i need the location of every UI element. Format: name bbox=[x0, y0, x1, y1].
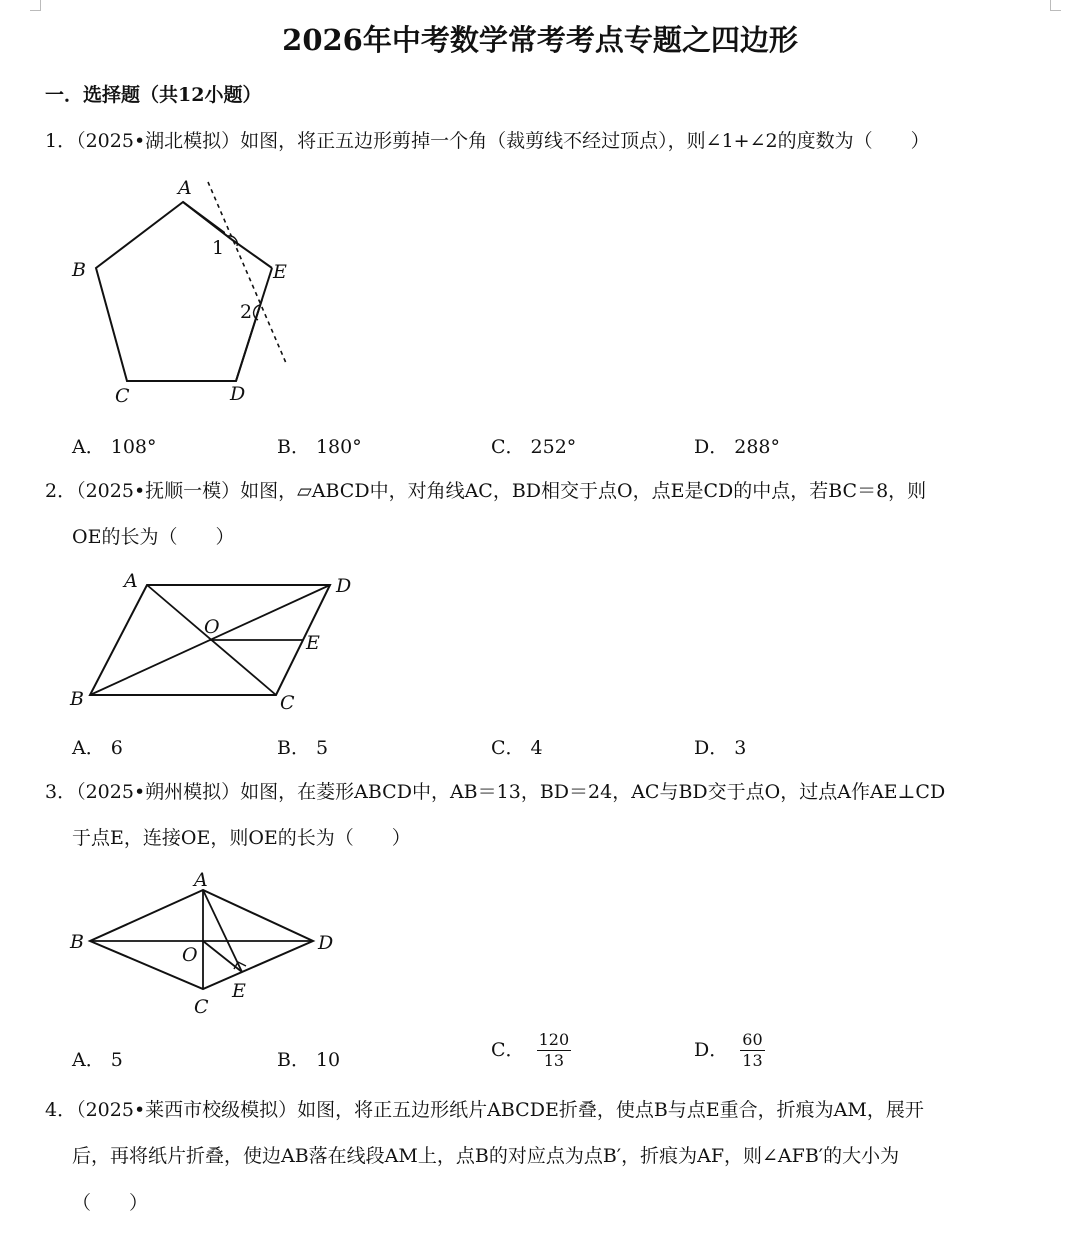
label-D: D bbox=[318, 932, 334, 954]
question-1-text: 1．（2025•湖北模拟）如图，将正五边形剪掉一个角（裁剪线不经过顶点），则∠1+∠2的度数为（ ） bbox=[45, 130, 930, 152]
question-1-option-d[interactable]: D． 288° bbox=[694, 436, 780, 458]
corner-mark-top-left bbox=[30, 0, 41, 11]
label-A: A bbox=[124, 570, 138, 592]
segment-OE bbox=[203, 941, 242, 972]
question-3-option-a[interactable]: A． 5 bbox=[72, 1049, 123, 1071]
label-E: E bbox=[273, 261, 287, 283]
question-2-option-a[interactable]: A． 6 bbox=[72, 737, 123, 759]
question-1-option-a[interactable]: A． 108° bbox=[72, 436, 157, 458]
label-D: D bbox=[230, 383, 246, 405]
label-A: A bbox=[178, 177, 192, 199]
label-C: C bbox=[280, 692, 295, 714]
question-3-option-b[interactable]: B． 10 bbox=[277, 1049, 341, 1071]
question-2-option-d[interactable]: D． 3 bbox=[694, 737, 747, 759]
question-2-text-line-1: 2．（2025•抚顺一模）如图，▱ABCD中，对角线AC，BD相交于点O，点E是CD的中点，若BC＝8，则 bbox=[45, 480, 927, 502]
corner-mark-top-right bbox=[1050, 0, 1061, 11]
label-1: 1 bbox=[212, 237, 225, 259]
label-O: O bbox=[204, 616, 220, 638]
label-E: E bbox=[306, 632, 320, 654]
label-E: E bbox=[232, 980, 246, 1002]
label-B: B bbox=[70, 931, 84, 953]
segment-AE bbox=[203, 890, 242, 972]
question-2-text-line-2: OE的长为（ ） bbox=[72, 526, 235, 548]
label-A: A bbox=[194, 869, 208, 891]
label-B: B bbox=[72, 259, 86, 281]
question-2-option-c[interactable]: C． 4 bbox=[491, 737, 543, 759]
question-3-figure bbox=[60, 865, 360, 1025]
question-1-figure bbox=[60, 170, 320, 410]
fraction-60-13: $\frac{60}{13}$ bbox=[742, 1030, 763, 1070]
page-title: 2026年中考数学常考考点专题之四边形 bbox=[282, 23, 798, 57]
label-D: D bbox=[336, 575, 352, 597]
label-2: 2 bbox=[240, 301, 253, 323]
question-3-text-line-2: 于点E，连接OE，则OE的长为（ ） bbox=[72, 827, 411, 849]
question-4-text-line-2: 后，再将纸片折叠，使边AB落在线段AM上，点B的对应点为点B′，折痕为AF，则∠AFB′的大小为 bbox=[72, 1145, 900, 1167]
label-C: C bbox=[194, 996, 209, 1018]
question-1-option-b[interactable]: B． 180° bbox=[277, 436, 362, 458]
question-1-option-c[interactable]: C． 252° bbox=[491, 436, 577, 458]
section-heading: 一．选择题（共12小题） bbox=[45, 84, 262, 106]
question-4-text-line-1: 4．（2025•莱西市校级模拟）如图，将正五边形纸片ABCDE折叠，使点B与点E重合，折痕为AM，展开 bbox=[45, 1099, 924, 1121]
label-B: B bbox=[70, 688, 84, 710]
question-2-figure bbox=[60, 565, 370, 715]
question-2-option-b[interactable]: B． 5 bbox=[277, 737, 329, 759]
question-4-text-line-3: （ ） bbox=[72, 1192, 149, 1214]
question-3-text-line-1: 3．（2025•朔州模拟）如图，在菱形ABCD中，AB＝13，BD＝24，AC与BD交于点O，过点A作AE⊥CD bbox=[45, 781, 946, 803]
label-O: O bbox=[182, 944, 198, 966]
rhombus-shape bbox=[90, 890, 313, 989]
label-C: C bbox=[115, 385, 130, 407]
question-3-option-d[interactable]: D． $\frac{60}{13}$ bbox=[694, 1030, 763, 1070]
question-3-option-c[interactable]: C． $\frac{120}{13}$ bbox=[491, 1030, 570, 1070]
fraction-120-13: $\frac{120}{13}$ bbox=[538, 1030, 570, 1070]
